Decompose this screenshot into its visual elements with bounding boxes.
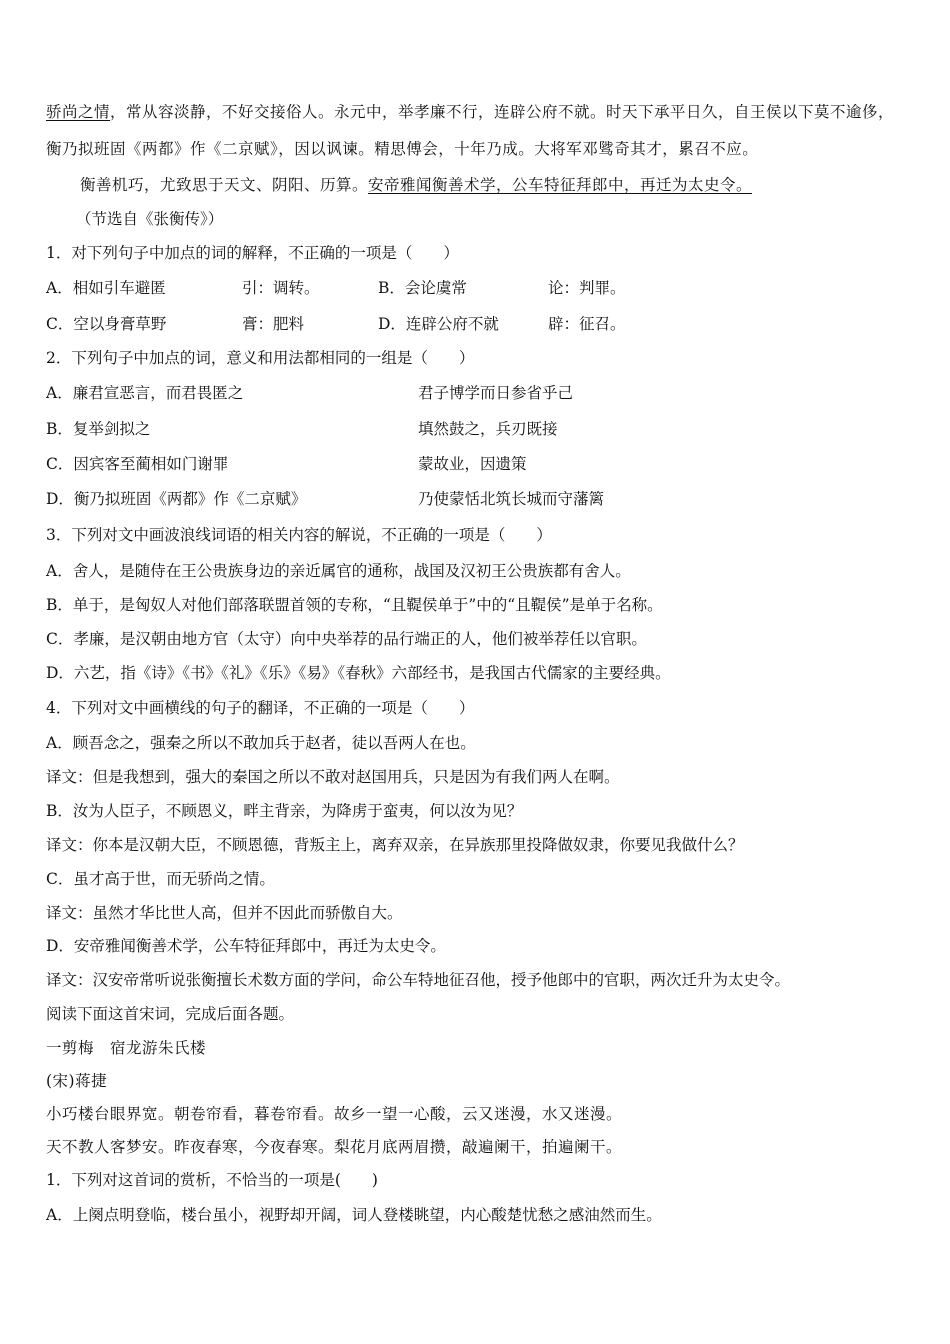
q3-option-c: C．孝廉，是汉朝由地方官（太守）向中央举荐的品行端正的人，他们被举荐任以官职。 — [46, 630, 647, 648]
q2-option-left: B．复举剑拟之 — [46, 420, 151, 438]
q4-option-a-translation: 译文：但是我想到，强大的秦国之所以不敢对赵国用兵，只是因为有我们两人在啊。 — [46, 768, 620, 786]
poem-question-stem: 1．下列对这首词的赏析，不恰当的一项是( ) — [46, 1171, 378, 1189]
passage-text: 衡善机巧，尤致思于天文、阴阳、历算。 — [80, 176, 369, 194]
q1-option-c-gloss: 膏：肥料 — [242, 315, 305, 333]
q4-option-b-translation: 译文：你本是汉朝大臣，不顾恩德，背叛主上，离弃双亲，在异族那里投降做奴隶，你要见我做什么？ — [46, 836, 744, 854]
q2-option-right: 乃使蒙恬北筑长城而守藩篱 — [418, 490, 605, 508]
q2-stem: 2．下列句子中加点的词，意义和用法都相同的一组是（ ） — [46, 349, 475, 367]
q2-option-left: D．衡乃拟班固《两都》作《二京赋》 — [46, 490, 307, 508]
q4-option-a: A．顾吾念之，强秦之所以不敢加兵于赵者，徒以吾两人在也。 — [46, 734, 476, 752]
q1-option-d: D．连辟公府不就 — [378, 315, 499, 333]
poem-line-1: 小巧楼台眼界宽。朝卷帘看，暮卷帘看。故乡一望一心酸，云又迷漫，水又迷漫。 — [46, 1105, 623, 1123]
poem-intro: 阅读下面这首宋词，完成后面各题。 — [46, 1005, 295, 1023]
poem-line-2: 天不教人客梦安。昨夜春寒，今夜春寒。梨花月底两眉攒，敲遍阑干，拍遍阑干。 — [46, 1138, 623, 1156]
poem-question-option-a: A．上阕点明登临，楼台虽小，视野却开阔，词人登楼眺望，内心酸楚忧愁之感油然而生。 — [46, 1206, 662, 1224]
q1-option-b: B．会论虞常 — [378, 279, 467, 297]
q1-option-a: A．相如引车避匿 — [46, 279, 166, 297]
q4-option-c: C．虽才高于世，而无骄尚之情。 — [46, 870, 275, 888]
underlined-phrase: 骄尚之情 — [46, 103, 111, 121]
q3-option-a: A．舍人，是随侍在王公贵族身边的亲近属官的通称，战国及汉初王公贵族都有舍人。 — [46, 562, 631, 580]
q1-option-b-gloss: 论：判罪。 — [548, 279, 626, 297]
q4-option-d: D．安帝雅闻衡善术学，公车特征拜郎中，再迁为太史令。 — [46, 937, 446, 955]
q2-option-left: A．廉君宣恶言，而君畏匿之 — [46, 384, 244, 402]
passage-line-2: 衡乃拟班固《两都》作《二京赋》，因以讽谏。精思傅会，十年乃成。大将军邓骘奇其才，累召不应。 — [46, 140, 759, 158]
q4-option-d-translation: 译文：汉安帝常听说张衡擅长术数方面的学问，命公车特地征召他，授予他郎中的官职，两次迁升为太史令。 — [46, 971, 791, 989]
q2-option-right: 君子博学而日参省乎己 — [418, 384, 574, 402]
q1-option-d-gloss: 辟：征召。 — [548, 315, 626, 333]
passage-source: （节选自《张衡传》） — [76, 210, 224, 228]
q4-option-c-translation: 译文：虽然才华比世人高，但并不因此而骄傲自大。 — [46, 904, 403, 922]
poem-author: (宋)蒋捷 — [46, 1072, 108, 1090]
q1-stem: 1．对下列句子中加点的词的解释，不正确的一项是（ ） — [46, 244, 459, 262]
q2-option-right: 蒙故业，因遗策 — [418, 455, 527, 473]
q2-option-left: C．因宾客至蔺相如门谢罪 — [46, 455, 229, 473]
q1-option-a-gloss: 引：调转。 — [242, 279, 320, 297]
passage-line-1 — [46, 102, 920, 122]
passage-line-3 — [80, 175, 920, 195]
q1-option-c: C．空以身膏草野 — [46, 315, 167, 333]
q2-option-right: 填然鼓之，兵刃既接 — [418, 420, 558, 438]
q4-option-b: B．汝为人臣子，不顾恩义，畔主背亲，为降虏于蛮夷，何以汝为见？ — [46, 802, 523, 820]
q3-option-d: D．六艺，指《诗》《书》《礼》《乐》《易》《春秋》六部经书，是我国古代儒家的主要经典。 — [46, 664, 671, 682]
q3-stem: 3．下列对文中画波浪线词语的相关内容的解说，不正确的一项是（ ） — [46, 526, 552, 544]
passage-text: ，常从容淡静，不好交接俗人。永元中，举孝廉不行，连辟公府不就。时天下承平日久，自王侯以下莫不逾侈， — [110, 103, 895, 121]
q3-option-b: B．单于，是匈奴人对他们部落联盟首领的专称，“且鞮侯单于”中的“且鞮侯”是单于名称。 — [46, 596, 663, 614]
q4-stem: 4．下列对文中画横线的句子的翻译，不正确的一项是（ ） — [46, 699, 475, 717]
underlined-sentence: 安帝雅闻衡善术学，公车特征拜郎中，再迁为太史令。 — [368, 176, 753, 194]
poem-title: 一剪梅 宿龙游朱氏楼 — [46, 1039, 207, 1057]
